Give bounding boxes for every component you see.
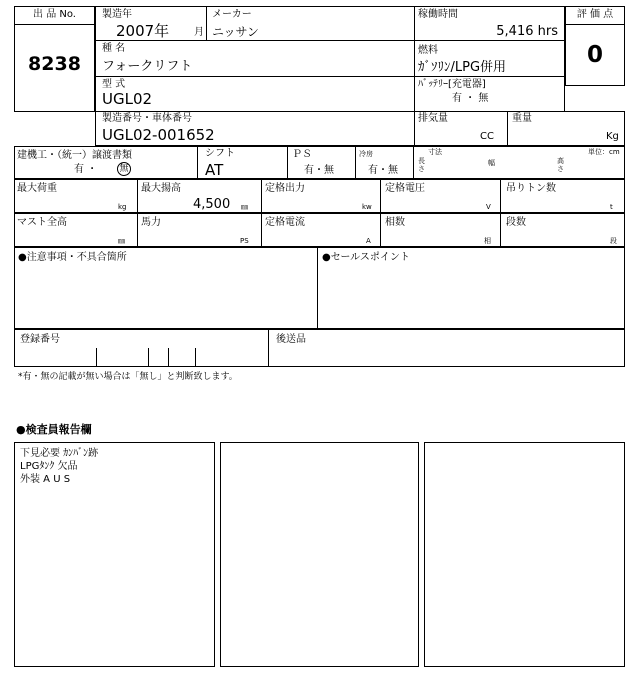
hours-label: 稼働時間	[418, 9, 458, 20]
month-unit: 月	[194, 27, 204, 38]
ps-label: ＰＳ	[292, 149, 312, 160]
registration-label: 登録番号	[20, 334, 60, 345]
rated-voltage-unit: V	[486, 203, 491, 211]
battery-label: ﾊﾞｯﾃﾘｰ[充電器]	[418, 79, 486, 90]
dims-width-label: 幅	[488, 159, 495, 167]
cool-options: 有・無	[368, 165, 398, 176]
dims-length-label: 長さ	[418, 157, 425, 173]
inspector-box-3	[424, 442, 625, 667]
eval-label: 評 価 点	[576, 9, 614, 20]
year-value: 2007年	[116, 22, 170, 40]
model-value: UGL02	[102, 90, 153, 108]
hp-unit: PS	[240, 237, 249, 245]
year-label: 製造年	[102, 9, 132, 20]
sales-point-label: ●セールスポイント	[322, 252, 410, 263]
ship-later-label: 後送品	[276, 334, 306, 345]
model-label: 型 式	[102, 79, 126, 90]
fuel-label: 燃料	[418, 45, 438, 56]
inspector-line-3: 外装 A U S	[20, 474, 71, 485]
serial-label: 製造番号・車体番号	[102, 113, 192, 124]
docs-label: 建機工・（統一）譲渡書類	[17, 150, 132, 161]
inspector-box-2	[220, 442, 419, 667]
caution-label: ●注意事項・不具合箇所	[18, 252, 127, 263]
steps-unit: 段	[610, 237, 617, 245]
registration-box	[14, 329, 625, 367]
dims-unit-note: 単位：cm	[588, 148, 620, 156]
displacement-label: 排気量	[418, 113, 448, 124]
phase-label: 相数	[385, 217, 405, 228]
phase-unit: 相	[484, 237, 491, 245]
weight-unit: Kg	[606, 131, 619, 142]
cool-label: 冷房	[359, 150, 373, 158]
maker-value: ニッサン	[212, 25, 259, 39]
mast-unit: ㎜	[118, 237, 125, 245]
steps-label: 段数	[506, 217, 526, 228]
eval-score: 0	[586, 42, 603, 68]
kind-value: フォークリフト	[102, 59, 193, 74]
rated-voltage-label: 定格電圧	[385, 183, 425, 194]
hoist-unit: t	[610, 203, 613, 211]
hours-value: 5,416 hrs	[496, 24, 558, 39]
battery-options: 有 ・ 無	[452, 93, 489, 104]
mast-label: マスト全高	[17, 217, 67, 228]
inspector-title: ●検査員報告欄	[16, 423, 92, 436]
ps-options: 有・無	[304, 165, 334, 176]
inspector-line-2: LPGﾀﾝｸ 欠品	[20, 461, 78, 472]
hoist-label: 吊りトン数	[506, 183, 556, 194]
current-unit: A	[366, 237, 371, 245]
spec-row-4	[14, 213, 625, 247]
lot-no-label: 出 品 No.	[33, 9, 76, 20]
kind-label: 種 名	[102, 43, 126, 54]
inspector-line-1: 下見必要 ｶﾝﾊﾞﾝ跡	[20, 448, 99, 459]
current-label: 定格電流	[265, 217, 305, 228]
footnote: *有・無の記載が無い場合は「無し」と判断致します。	[18, 372, 238, 382]
serial-value: UGL02-001652	[102, 126, 215, 144]
max-lift-unit: ㎜	[241, 203, 248, 211]
shift-label: シフト	[205, 148, 235, 159]
displacement-unit: CC	[480, 131, 494, 142]
dims-height-label: 高さ	[557, 157, 564, 173]
fuel-value: ｶﾞｿﾘﾝ/LPG併用	[418, 60, 507, 75]
docs-yes: 有 ・	[74, 164, 98, 175]
docs-no-circled: 無	[117, 162, 131, 176]
lot-no-value: 8238	[28, 53, 81, 75]
dims-label: 寸法	[428, 148, 442, 156]
rated-output-label: 定格出力	[265, 183, 305, 194]
weight-label: 重量	[512, 113, 532, 124]
hp-label: 馬力	[141, 217, 161, 228]
max-lift-value: 4,500	[193, 197, 231, 212]
maker-label: メーカー	[212, 9, 252, 20]
rated-output-unit: kw	[362, 203, 372, 211]
shift-value: AT	[205, 161, 224, 179]
max-load-unit: kg	[118, 203, 127, 211]
max-load-label: 最大荷重	[17, 183, 57, 194]
max-lift-label: 最大揚高	[141, 183, 181, 194]
